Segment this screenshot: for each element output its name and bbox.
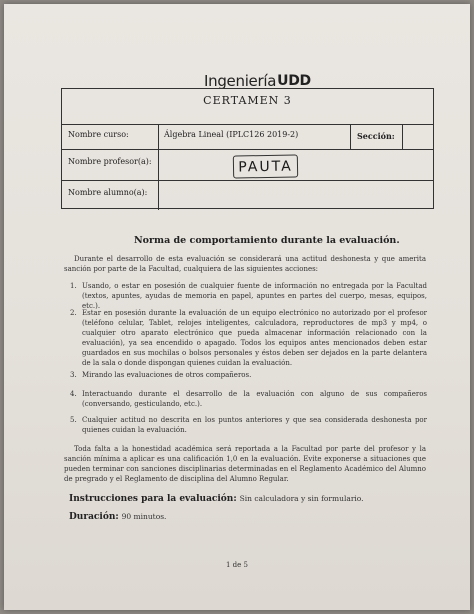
duration-line <box>69 512 166 522</box>
norms-intro: Durante el desarrollo de esta evaluación se considerará una actitud deshonesta y que amerita sanción por parte de la Facultad, cualquiera de las siguientes acciones: <box>64 255 426 273</box>
norms-title: Norma de comportamiento durante la evaluación. <box>134 235 400 246</box>
student-label: Nombre alumno(a): <box>68 188 148 197</box>
professor-label: Nombre profesor(a): <box>68 157 152 166</box>
norm-number: 4. <box>70 390 77 398</box>
course-label: Nombre curso: <box>68 130 129 139</box>
norm-text: Usando, o estar en posesión de cualquier fuente de información no entregada por la Facultad (textos, apuntes, ayudas de memoria en papel, apuntes en partes del cuerpo, mesas, equipos, etc.). <box>82 282 427 310</box>
instructions-line <box>69 494 364 504</box>
professor-row <box>62 149 433 150</box>
course-row <box>62 124 433 125</box>
logo-prefix: Ingeniería <box>204 72 277 90</box>
professor-value: PAUTA <box>233 154 298 178</box>
cover-table <box>61 88 434 209</box>
norm-item <box>70 308 427 368</box>
norm-text: Estar en posesión durante la evaluación de un equipo electrónico no autorizado por el profesor (teléfono celular, Tablet, relojes inteligentes, calculadora, reproductores de mp3 y mp4, o cualquier otro aparato electrónico que pueda almacenar información relacionado con la evaluación), ya sea encendido o apagado. Todos los equipos antes mencionados deben estar guardados en sus mochilas o bolsos personales y éstos deben ser dejados en la parte delantera de la sala o donde dispongan quienes cuidan la evaluación. <box>82 309 427 367</box>
norm-item <box>70 281 427 311</box>
page-number: 1 de 5 <box>226 561 248 569</box>
norm-item <box>70 370 427 380</box>
norm-text: Mirando las evaluaciones de otros compañeros. <box>82 371 252 379</box>
section-label: Sección: <box>357 131 395 141</box>
norm-number: 2. <box>70 309 77 317</box>
duration-value: 90 minutos. <box>121 512 167 521</box>
norms-closing: Toda falta a la honestidad académica será reportada a la Facultad por parte del profesor y la sanción mínima a aplicar es una calificación 1,0 en la evaluación. Evite exponerse a situaciones que pueden terminar con sanciones disciplinarias determinadas en el Reglamento Académico del Alumno de pregrado y el Reglamento de disciplina del Alumno Regular. <box>64 445 426 483</box>
norm-text: Cualquier actitud no descrita en los puntos anteriores y que sea considerada deshonesta por quienes cuidan la evaluación. <box>82 416 427 434</box>
exam-title: CERTAMEN 3 <box>203 94 292 107</box>
norm-number: 5. <box>70 416 77 424</box>
student-row <box>62 180 433 181</box>
norm-item <box>70 415 427 435</box>
norm-number: 3. <box>70 371 77 379</box>
logo-brand: UDD <box>277 73 311 89</box>
norm-item <box>70 389 427 409</box>
norm-number: 1. <box>70 282 77 290</box>
instructions-label: Instrucciones para la evaluación: <box>69 494 237 504</box>
section-value-divider <box>402 124 403 149</box>
instructions-value: Sin calculadora y sin formulario. <box>239 494 364 503</box>
label-column-divider <box>158 124 159 210</box>
section-divider <box>350 124 351 149</box>
norm-text: Interactuando durante el desarrollo de la evaluación con alguno de sus compañeros (conversando, gesticulando, etc.). <box>82 390 427 408</box>
exam-page <box>4 4 470 610</box>
duration-label: Duración: <box>69 512 119 522</box>
course-value: Álgebra Lineal (IPLC126 2019-2) <box>164 130 299 139</box>
